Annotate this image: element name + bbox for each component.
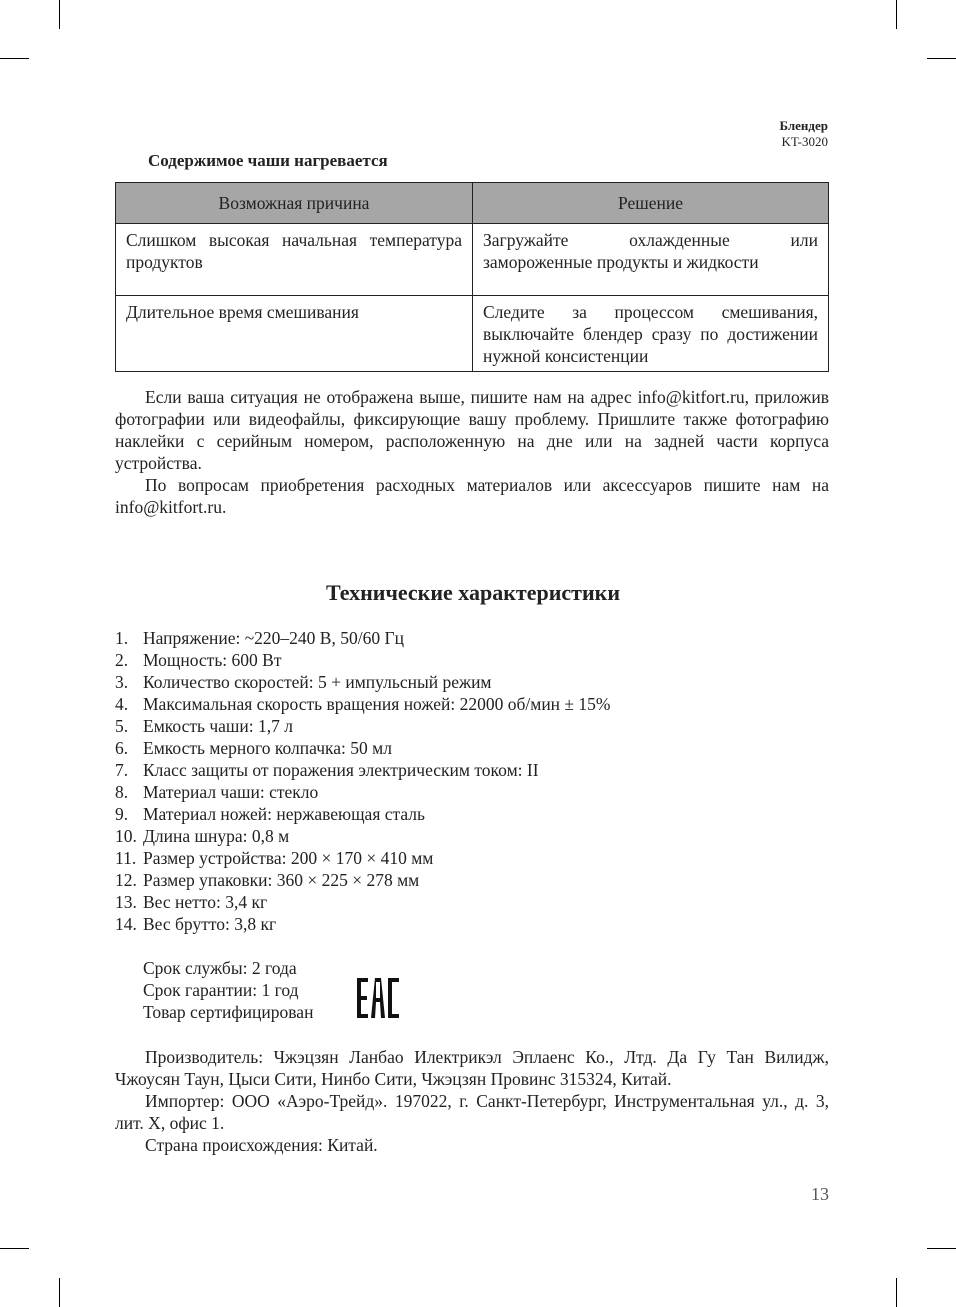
list-item-text: Вес нетто: 3,4 кг bbox=[143, 892, 268, 912]
list-item-text: Емкость чаши: 1,7 л bbox=[143, 716, 293, 736]
specs-title: Технические характеристики bbox=[325, 580, 621, 605]
list-item-text: Напряжение: ~220–240 В, 50/60 Гц bbox=[143, 628, 404, 648]
list-item bbox=[115, 869, 610, 891]
list-item bbox=[115, 803, 610, 825]
list-item-text: Вес брутто: 3,8 кг bbox=[143, 914, 277, 934]
list-item-number: 12. bbox=[115, 870, 137, 890]
list-item-number: 5. bbox=[115, 716, 129, 736]
list-item-number: 9. bbox=[115, 804, 129, 824]
list-item-number: 6. bbox=[115, 738, 129, 758]
list-item-number: 1. bbox=[115, 628, 129, 648]
list-item-number: 10. bbox=[115, 826, 137, 846]
list-item bbox=[115, 913, 610, 935]
table-header-row bbox=[116, 183, 829, 224]
table-header-solution: Решение bbox=[473, 183, 829, 224]
warranty-period: Срок гарантии: 1 год bbox=[143, 980, 299, 1000]
troubleshooting-table bbox=[115, 182, 829, 372]
crop-mark-bottom-left-v bbox=[59, 1278, 60, 1307]
list-item-text: Емкость мерного колпачка: 50 мл bbox=[143, 738, 392, 758]
crop-mark-top-right-h bbox=[927, 58, 956, 59]
list-item-number: 3. bbox=[115, 672, 129, 692]
list-item bbox=[115, 693, 610, 715]
service-life: Срок службы: 2 года bbox=[143, 958, 297, 978]
table-header-cause: Возможная причина bbox=[116, 183, 473, 224]
list-item bbox=[115, 825, 610, 847]
list-item bbox=[115, 891, 610, 913]
table-cell-cause: Слишком высокая начальная температура продуктов bbox=[116, 224, 473, 296]
list-item bbox=[115, 715, 610, 737]
importer-info: Импортер: ООО «Аэро-Трейд». 197022, г. Санкт-Петербург, Инструментальная ул., д. 3, лит. Х, офис 1. bbox=[115, 1091, 829, 1133]
list-item-number: 4. bbox=[115, 694, 129, 714]
page-number: 13 bbox=[811, 1184, 829, 1204]
table-cell-solution: Загружайте охлажденные или замороженные продукты и жидкости bbox=[473, 224, 829, 296]
contact-paragraph: По вопросам приобретения расходных материалов или аксессуаров пишите нам на info@kitfort.ru. bbox=[115, 475, 829, 517]
table-row bbox=[116, 224, 829, 296]
list-item-number: 11. bbox=[115, 848, 137, 868]
list-item-text: Размер упаковки: 360 × 225 × 278 мм bbox=[143, 870, 420, 890]
section-title: Содержимое чаши нагревается bbox=[148, 151, 388, 170]
running-header bbox=[779, 118, 828, 150]
crop-mark-top-right-v bbox=[896, 0, 897, 29]
list-item-number: 13. bbox=[115, 892, 137, 912]
list-item-number: 8. bbox=[115, 782, 129, 802]
crop-mark-top-left-h bbox=[0, 58, 29, 59]
list-item bbox=[115, 781, 610, 803]
list-item bbox=[115, 759, 610, 781]
certification-note: Товар сертифицирован bbox=[143, 1002, 314, 1022]
list-item-text: Длина шнура: 0,8 м bbox=[143, 826, 290, 846]
table-row bbox=[116, 296, 829, 372]
crop-mark-top-left-v bbox=[59, 0, 60, 29]
header-product: Блендер bbox=[779, 118, 828, 133]
eac-certification-icon bbox=[357, 978, 399, 1018]
list-item-number: 7. bbox=[115, 760, 129, 780]
list-item-text: Количество скоростей: 5 + импульсный режим bbox=[143, 672, 492, 692]
specs-list bbox=[115, 627, 610, 935]
list-item bbox=[115, 627, 610, 649]
list-item-text: Материал ножей: нержавеющая сталь bbox=[143, 804, 426, 824]
table-cell-cause: Длительное время смешивания bbox=[116, 296, 473, 372]
list-item bbox=[115, 671, 610, 693]
list-item-text: Максимальная скорость вращения ножей: 22000 об/мин ± 15% bbox=[143, 694, 611, 714]
list-item bbox=[115, 737, 610, 759]
crop-mark-bottom-left-h bbox=[0, 1248, 29, 1249]
contact-paragraph: Если ваша ситуация не отображена выше, пишите нам на адрес info@kitfort.ru, приложив фотографии или видеофайлы, фиксирующие вашу проблему. Пришлите также фотографию наклейки с серийным номером, расположенную на дне или на задней части корпуса устройства. bbox=[115, 387, 829, 473]
list-item-text: Класс защиты от поражения электрическим током: II bbox=[143, 760, 539, 780]
table-cell-solution: Следите за процессом смешивания, выключайте блендер сразу по достижении нужной консистенции bbox=[473, 296, 829, 372]
crop-mark-bottom-right-v bbox=[896, 1278, 897, 1307]
list-item bbox=[115, 649, 610, 671]
list-item bbox=[115, 847, 610, 869]
contact-info bbox=[115, 386, 829, 518]
header-model: KT-3020 bbox=[781, 134, 828, 149]
legal-info bbox=[115, 1046, 829, 1156]
list-item-number: 14. bbox=[115, 914, 137, 934]
list-item-text: Мощность: 600 Вт bbox=[143, 650, 282, 670]
origin-info: Страна происхождения: Китай. bbox=[145, 1135, 378, 1155]
crop-mark-bottom-right-h bbox=[927, 1248, 956, 1249]
service-info bbox=[143, 957, 313, 1023]
list-item-text: Материал чаши: стекло bbox=[143, 782, 319, 802]
manufacturer-info: Производитель: Чжэцзян Ланбао Илектрикэл Эплаенс Ко., Лтд. Да Гу Тан Вилидж, Чжоусян Таун, Цыси Сити, Нинбо Сити, Чжэцзян Провинс 315324, Китай. bbox=[115, 1047, 829, 1089]
list-item-text: Размер устройства: 200 × 170 × 410 мм bbox=[143, 848, 434, 868]
list-item-number: 2. bbox=[115, 650, 129, 670]
